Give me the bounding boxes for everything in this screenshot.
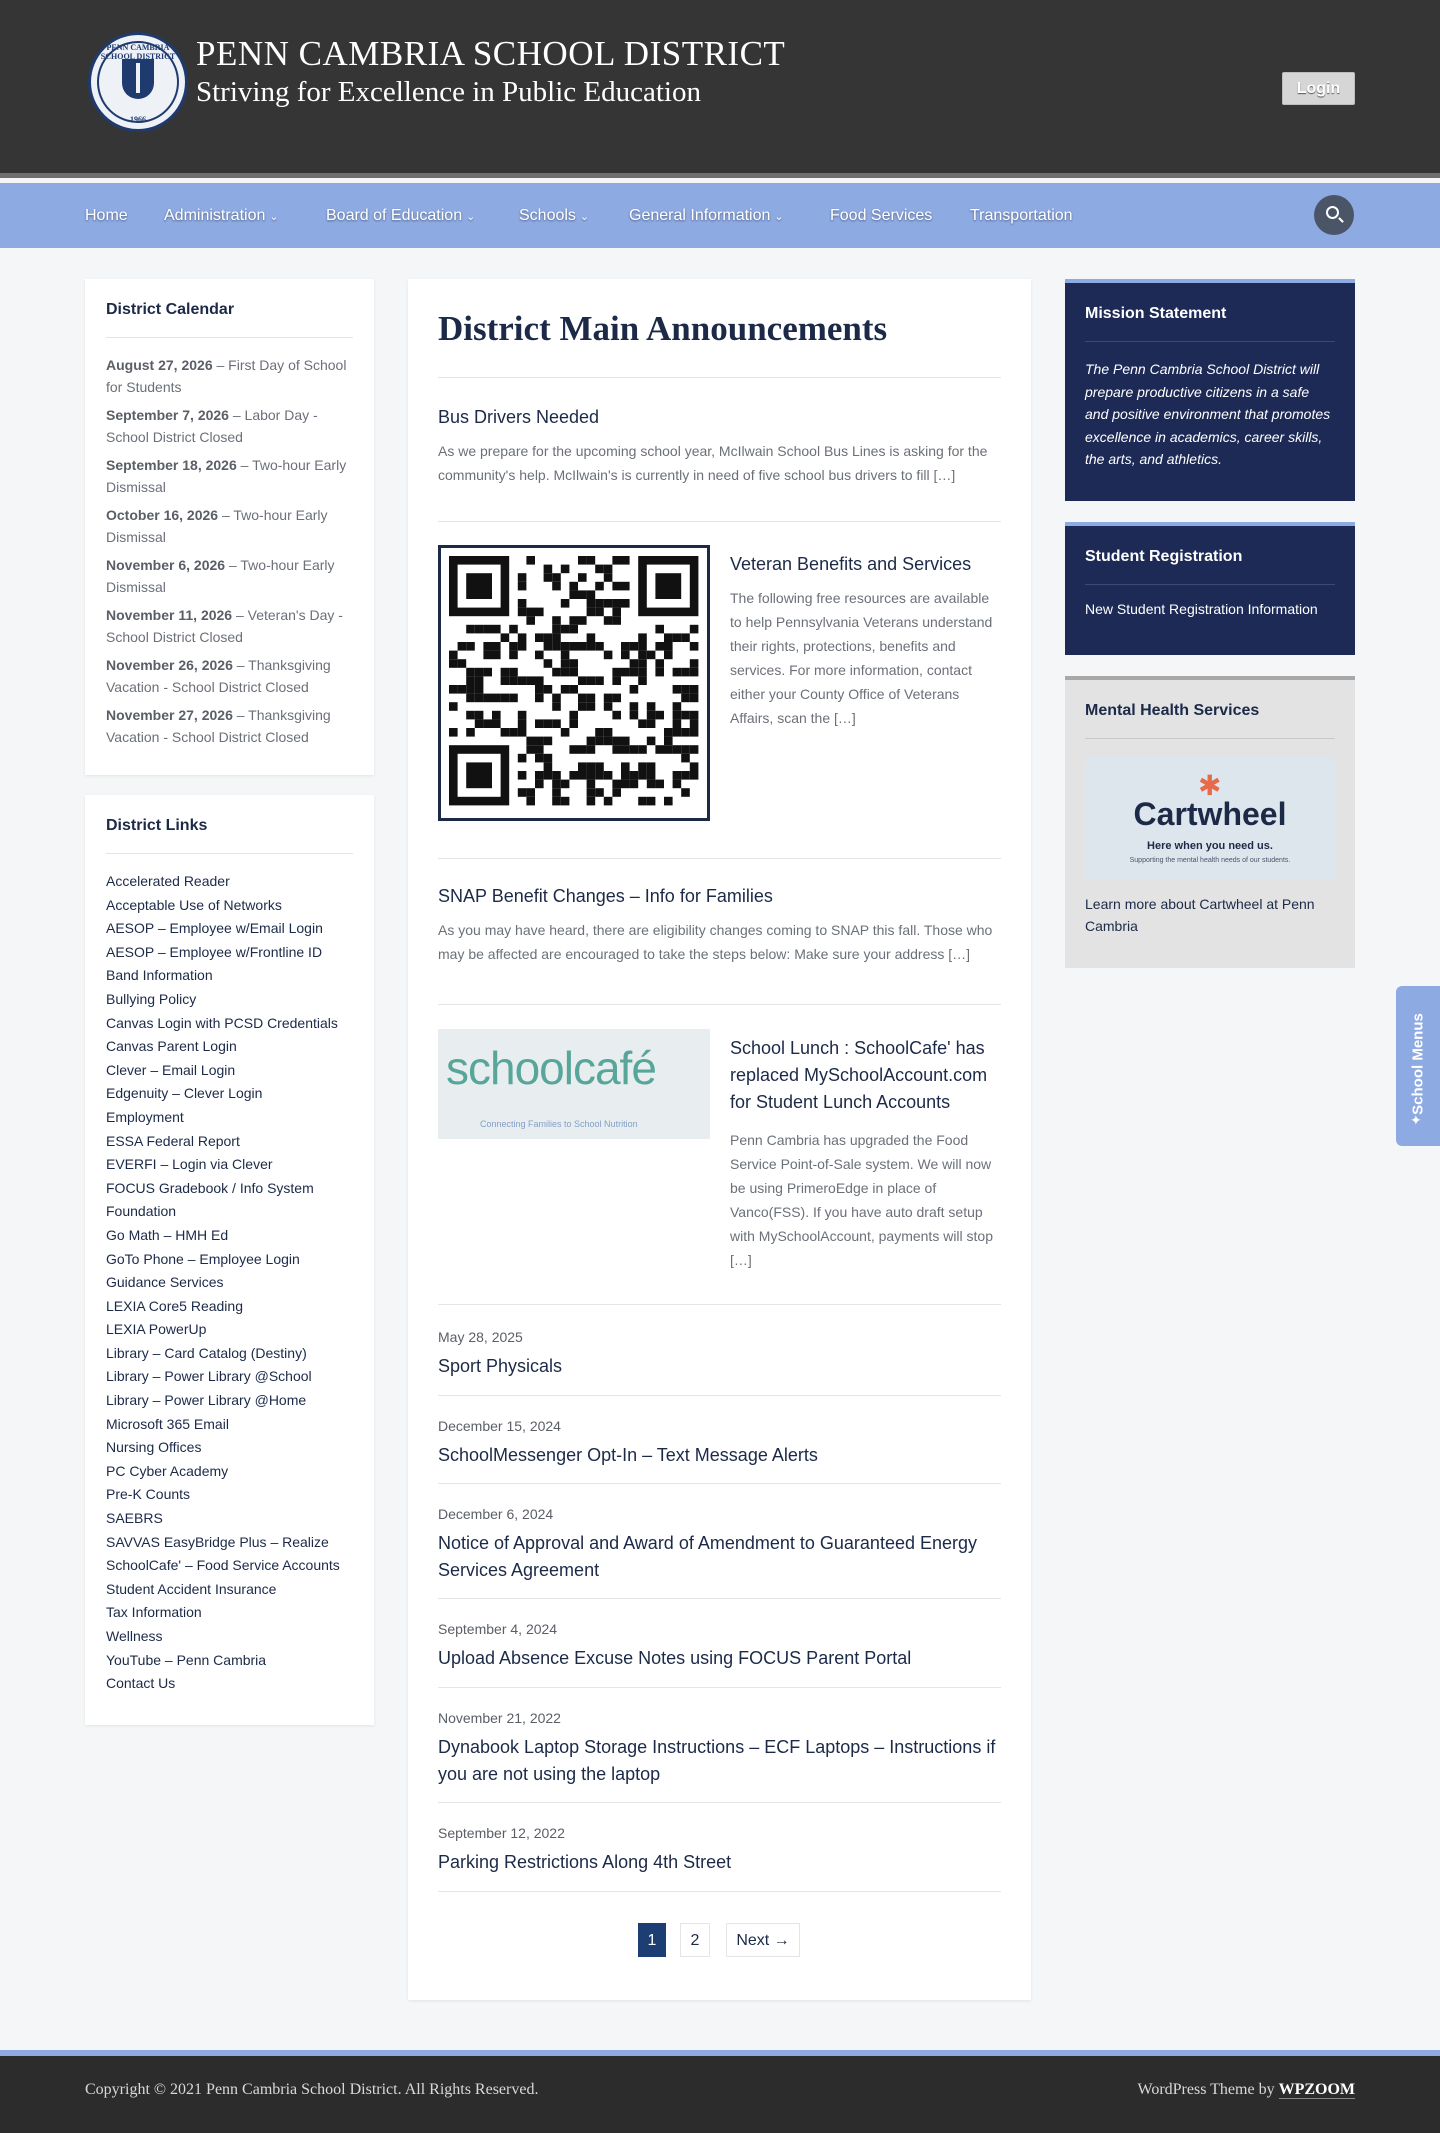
utensils-icon: ✦ [1410,1112,1422,1128]
calendar-event [106,404,353,448]
district-link[interactable]: Clever – Email Login [106,1061,236,1078]
district-link[interactable]: Bullying Policy [106,990,197,1007]
announcement-item [438,1621,1001,1672]
district-link[interactable]: AESOP – Employee w/Email Login [106,920,323,937]
district-links-list [106,870,353,1696]
announcement-item [438,1329,1001,1380]
post-snap-benefits [438,883,1001,966]
event-text: – Two-hour Early Dismissal [106,557,335,595]
mission-statement-widget [1065,279,1355,501]
site-footer [0,2050,1440,2133]
district-calendar-widget [85,279,374,775]
district-link[interactable]: FOCUS Gradebook / Info System [106,1179,314,1196]
mission-text: The Penn Cambria School District will prepare productive citizens in a safe and positive environment that promotes excellence in academics, career skills, the arts, and athletics. [1085,361,1331,467]
asterisk-icon: ✱ [1198,770,1222,801]
district-seal-logo[interactable] [88,32,188,132]
district-link[interactable]: LEXIA Core5 Reading [106,1297,243,1314]
event-date: September 18, 2026 [106,457,237,473]
nav-item-administration[interactable] [164,183,279,248]
search-button[interactable] [1314,195,1354,235]
widget-title: Mission Statement [1085,305,1227,322]
divider [438,1687,1001,1688]
district-link[interactable]: Employment [106,1108,184,1125]
divider [438,1598,1001,1599]
district-link[interactable]: Library – Power Library @Home [106,1392,307,1409]
district-link[interactable]: ESSA Federal Report [106,1132,240,1149]
event-text: – Thanksgiving Vacation - School District Closed [106,707,331,745]
district-link[interactable]: PC Cyber Academy [106,1462,229,1479]
cartwheel-caption-link[interactable]: Learn more about Cartwheel at Penn Cambria [1085,896,1315,934]
divider [438,1004,1001,1005]
mental-health-widget [1065,676,1355,968]
schoolcafe-logo-image[interactable] [438,1029,710,1139]
district-link[interactable]: Edgenuity – Clever Login [106,1085,263,1102]
post-school-lunch [730,1035,1001,1272]
cartwheel-logo-image[interactable] [1085,758,1335,880]
calendar-events-list [106,354,353,748]
nav-label: Transportation [970,207,1073,224]
announcements-panel [408,279,1031,2000]
theme-credit [1138,2081,1356,2099]
calendar-event [106,354,353,398]
event-text: – Two-hour Early Dismissal [106,457,347,495]
pagination-next[interactable]: Next → [726,1923,800,1957]
district-link[interactable]: GoTo Phone – Employee Login [106,1250,300,1267]
district-link[interactable]: SchoolCafe' – Food Service Accounts [106,1557,340,1574]
seal-text: PENN CAMBRIA SCHOOL DISTRICT [100,43,176,61]
theme-link[interactable]: WPZOOM [1278,2081,1355,2098]
chevron-down-icon: ⌄ [774,211,784,223]
schoolcafe-logo-subtext: Connecting Families to School Nutrition [480,1119,638,1129]
post-excerpt: Penn Cambria has upgraded the Food Service Point-of-Sale system. We will now be using PrimeroEdge in place of Vanco(FSS). If you have auto draft setup with MySchoolAccount, payments will stop […] [730,1132,993,1268]
event-date: September 7, 2026 [106,407,229,423]
widget-title: Student Registration [1085,548,1243,565]
post-title[interactable]: Dynabook Laptop Storage Instructions – ECF Laptops – Instructions if you are not using the laptop [438,1737,996,1784]
nav-item-general-information[interactable] [629,183,784,248]
login-button[interactable]: Login [1282,72,1355,105]
page-title: District Main Announcements [438,309,888,348]
district-link[interactable]: Contact Us [106,1675,176,1692]
announcement-item [438,1418,1001,1469]
post-title[interactable]: School Lunch : SchoolCafe' has replaced MySchoolAccount.com for Student Lunch Accounts [730,1038,988,1112]
registration-link[interactable]: New Student Registration Information [1085,601,1318,617]
divider [438,521,1001,522]
copyright-text: Copyright © 2021 Penn Cambria School District. All Rights Reserved. [85,2081,539,2098]
event-text: – Thanksgiving Vacation - School District Closed [106,657,331,695]
widget-title: Mental Health Services [1085,702,1260,719]
district-link[interactable]: Tax Information [106,1604,202,1621]
calendar-event [106,504,353,548]
post-title[interactable]: Upload Absence Excuse Notes using FOCUS Parent Portal [438,1648,912,1668]
district-link[interactable]: Canvas Login with PCSD Credentials [106,1014,338,1031]
school-menus-tab[interactable] [1396,986,1440,1146]
chevron-down-icon: ⌄ [579,211,590,223]
event-date: August 27, 2026 [106,357,213,373]
district-link[interactable]: Accelerated Reader [106,873,230,889]
district-link[interactable]: Pre-K Counts [106,1486,191,1503]
district-link[interactable]: LEXIA PowerUp [106,1321,207,1338]
nav-label: Schools [519,207,576,224]
post-title[interactable]: SchoolMessenger Opt-In – Text Message Alerts [438,1445,818,1465]
pagination-current[interactable]: 1 [638,1923,666,1957]
seal-year: 1966 [130,115,146,124]
post-date: November 21, 2022 [438,1710,561,1726]
site-header [0,0,1440,178]
announcement-item [438,1506,1001,1584]
nav-label: Food Services [830,207,933,224]
district-link[interactable]: Student Accident Insurance [106,1580,277,1597]
district-link[interactable]: SAEBRS [106,1510,163,1527]
district-link[interactable]: AESOP – Employee w/Frontline ID [106,943,323,960]
school-menus-label: School Menus [1409,1013,1427,1115]
student-registration-widget [1065,522,1355,655]
district-link[interactable]: Microsoft 365 Email [106,1415,229,1432]
event-date: November 6, 2026 [106,557,226,573]
widget-title: District Calendar [106,301,353,338]
nav-label: Home [85,207,128,224]
post-date: December 6, 2024 [438,1506,554,1522]
district-link[interactable]: Band Information [106,967,213,984]
site-title[interactable]: PENN CAMBRIA SCHOOL DISTRICT [196,34,786,73]
nav-item-food-services[interactable] [830,183,932,248]
post-date: May 28, 2025 [438,1329,523,1345]
nav-label: General Information [629,207,771,224]
event-text: – Two-hour Early Dismissal [106,507,328,545]
divider [438,1483,1001,1484]
divider [438,1304,1001,1305]
district-link[interactable]: Wellness [106,1628,163,1644]
chevron-down-icon: ⌄ [466,211,476,223]
district-links-widget [85,795,374,1725]
site-tagline: Striving for Excellence in Public Education [196,76,701,108]
divider [438,377,1001,378]
post-excerpt: As you may have heard, there are eligibility changes coming to SNAP this fall. Those who may be affected are encouraged to take the steps below: Make sure your address […] [438,922,993,962]
cartwheel-tagline: Here when you need us. [1147,840,1273,852]
district-link[interactable]: Go Math – HMH Ed [106,1226,229,1243]
nav-item-board-of-education[interactable] [326,183,475,248]
pagination-page-2[interactable]: 2 [680,1923,710,1957]
district-link[interactable]: Acceptable Use of Networks [106,896,282,913]
search-icon-handle [1338,217,1344,223]
post-date: September 4, 2024 [438,1621,558,1637]
post-date: December 15, 2024 [438,1418,561,1434]
district-link[interactable]: Foundation [106,1203,177,1220]
post-title[interactable]: Sport Physicals [438,1356,563,1376]
post-title[interactable]: SNAP Benefit Changes – Info for Families [438,886,773,906]
post-bus-drivers [438,404,1001,487]
district-link[interactable]: Library – Card Catalog (Destiny) [106,1344,307,1361]
chevron-down-icon: ⌄ [269,211,279,223]
district-link[interactable]: Nursing Offices [106,1439,202,1456]
announcement-item [438,1825,1001,1876]
calendar-event [106,704,353,748]
post-title[interactable]: Veteran Benefits and Services [730,554,972,574]
event-date: October 16, 2026 [106,507,219,523]
divider [438,1802,1001,1803]
post-title[interactable]: Parking Restrictions Along 4th Street [438,1852,732,1872]
event-date: November 27, 2026 [106,707,233,723]
divider [1085,738,1335,739]
calendar-event [106,654,353,698]
district-link[interactable]: Canvas Parent Login [106,1038,237,1055]
calendar-event [106,454,353,498]
divider [1085,584,1335,585]
post-veteran-benefits [730,551,1001,730]
nav-label: Administration [164,207,266,224]
cartwheel-subtext: Supporting the mental health needs of our students. [1129,857,1291,864]
schoolcafe-logo-text: schoolcafé [446,1042,656,1094]
cartwheel-logo-text: Cartwheel [1133,796,1287,832]
event-text: – Veteran's Day - School District Closed [106,607,343,645]
post-title[interactable]: Bus Drivers Needed [438,407,600,427]
nav-item-schools[interactable] [519,183,589,248]
nav-item-transportation[interactable] [970,183,1073,248]
district-link[interactable]: YouTube – Penn Cambria [106,1651,267,1668]
post-excerpt: The following free resources are available to help Pennsylvania Veterans understand their rights, protections, benefits and services. For more information, contact either your County Office of Veterans Affairs, scan the […] [730,590,993,726]
announcement-item [438,1710,1001,1788]
calendar-event [106,604,353,648]
district-link[interactable]: Guidance Services [106,1274,224,1291]
calendar-event [106,554,353,598]
event-date: November 11, 2026 [106,607,233,623]
divider [1085,341,1335,342]
nav-item-home[interactable] [85,183,128,248]
qr-code-image[interactable] [438,545,710,821]
post-date: September 12, 2022 [438,1825,565,1841]
search-icon [1326,206,1339,219]
event-text: – Labor Day - School District Closed [106,407,318,445]
district-link[interactable]: SAVVAS EasyBridge Plus – Realize [106,1533,329,1550]
theme-credit-prefix: WordPress Theme by [1137,2081,1279,2098]
event-text: – First Day of School for Students [106,357,347,395]
qr-code-graphic [441,548,707,818]
divider [438,858,1001,859]
divider [438,1891,1001,1892]
seal-shield-icon [122,59,154,99]
event-date: November 26, 2026 [106,657,233,673]
divider [438,1395,1001,1396]
widget-title: District Links [106,817,353,854]
main-navigation [0,183,1440,248]
district-link[interactable]: Library – Power Library @School [106,1368,312,1385]
post-title[interactable]: Notice of Approval and Award of Amendment to Guaranteed Energy Services Agreement [438,1533,978,1580]
district-link[interactable]: EVERFI – Login via Clever [106,1156,273,1173]
post-excerpt: As we prepare for the upcoming school year, McIlwain School Bus Lines is asking for the community's help. McIlwain's is currently in need of five school bus drivers to fill […] [438,443,988,483]
nav-label: Board of Education [326,207,463,224]
